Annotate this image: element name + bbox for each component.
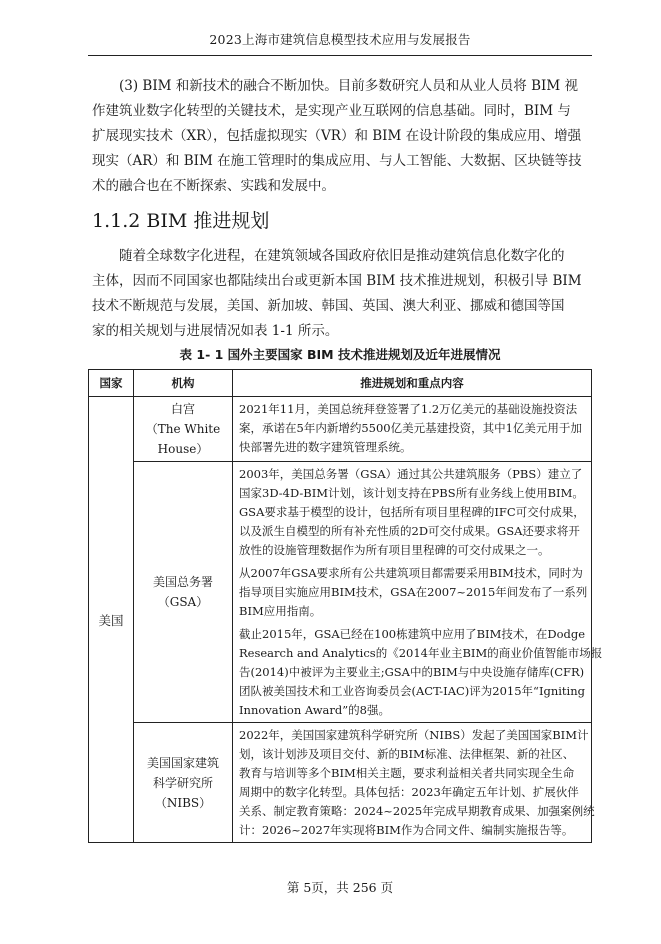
plan-line: 案，承诺在5年内新增约5500亿美元基建投资，其中1亿美元用于加 [239, 421, 582, 435]
running-header: 2023上海市建筑信息模型技术应用与发展报告 [209, 32, 471, 47]
organization-line: 科学研究所 [152, 775, 213, 790]
paragraph-line: 作建筑业数字化转型的关键技术，是实现产业互联网的信息基础。同时，BIM 与 [92, 103, 571, 119]
plan-line: 2022年，美国国家建筑科学研究所（NIBS）发起了美国国家BIM计 [239, 728, 589, 742]
plan-line: 快部署先进的数字建筑管理系统。 [239, 440, 412, 454]
plan-line: BIM应用指南。 [239, 604, 322, 618]
bim-plan-table [88, 369, 603, 843]
table-row [89, 397, 592, 462]
table-header-row [89, 370, 592, 397]
section-heading: 1.1.2 BIM 推进规划 [92, 210, 270, 232]
organization-cell [134, 723, 233, 843]
plan-paragraph [239, 465, 587, 560]
intro-paragraph [92, 74, 592, 199]
plan-details-cell [233, 397, 592, 462]
plan-line: 以及派生自模型的所有补充性质的2D可交付成果。GSA还要求将开 [239, 524, 580, 538]
organization-line: 白宫 [170, 402, 195, 416]
plan-paragraph [239, 400, 587, 457]
plan-paragraph [239, 726, 595, 840]
plan-line: 告(2014)中被评为主要业主;GSA中的BIM与中央设施存储库(CFR) [239, 665, 585, 679]
organization-cell [134, 462, 233, 723]
organization-line: （NIBS） [154, 795, 212, 810]
plan-line: 2021年11月，美国总统拜登签署了1.2万亿美元的基础设施投资法 [239, 402, 578, 416]
table-caption: 表 1- 1 国外主要国家 BIM 技术推进规划及近年进展情况 [179, 347, 501, 362]
plan-line: 教育与培训等多个BIM相关主题，要求利益相关者共同实现全生命 [239, 766, 575, 780]
paragraph-line: 随着全球数字化进程，在建筑领域各国政府依旧是推动建筑信息化数字化的 [119, 248, 565, 264]
plan-line: Innovation Award”的8强。 [239, 703, 390, 717]
plan-line: 关系、制定教育策略：2024~2025年完成早期教育成果、加强案例统 [239, 804, 595, 818]
table-row [89, 723, 592, 843]
paragraph-line: 家的相关规划与进展情况如表 1-1 所示。 [92, 323, 339, 339]
table-row [89, 462, 592, 723]
paragraph-line: 主体，因而不同国家也都陆续出台或更新本国 BIM 技术推进规划，积极引导 BIM [92, 273, 582, 289]
paragraph-line: 技术不断规范与发展，美国、新加坡、韩国、英国、澳大利亚、挪威和德国等国 [92, 298, 565, 314]
plan-line: 周期中的数字化转型。具体包括：2023年确定五年计划、扩展伙伴 [239, 785, 579, 799]
paragraph-line: 术的融合也在不断探索、实践和发展中。 [92, 178, 335, 194]
plan-line: 指导项目实施应用BIM技术，GSA在2007~2015年间发布了一系列 [239, 585, 588, 599]
section-paragraph [92, 244, 592, 344]
column-header-org: 机构 [134, 370, 233, 397]
column-header-country: 国家 [89, 370, 134, 397]
plan-line: 2003年，美国总务署（GSA）通过其公共建筑服务（PBS）建立了 [239, 467, 583, 481]
paragraph-line: 现实（AR）和 BIM 在施工管理时的集成应用、与人工智能、大数据、区块链等技 [92, 153, 582, 169]
plan-line: GSA要求基于模型的设计，包括所有项目里程碑的IFC可交付成果， [239, 505, 585, 519]
plan-line: 计：2026~2027年实现将BIM作为合同文件、编制实施报告等。 [239, 823, 574, 837]
header-rule [88, 55, 592, 56]
page-footer: 第 5页，共 256 页 [286, 880, 394, 895]
organization-line: 美国总务署 [152, 575, 213, 589]
column-header-plan: 推进规划和重点内容 [233, 370, 592, 397]
paragraph-line: 扩展现实技术（XR），包括虚拟现实（VR）和 BIM 在设计阶段的集成应用、增强 [92, 128, 582, 144]
plan-paragraph [239, 625, 603, 720]
plan-paragraph [239, 564, 587, 621]
organization-line: （GSA） [157, 595, 209, 609]
organization-line: 美国国家建筑 [146, 755, 219, 770]
plan-line: 放性的设施管理数据作为所有项目里程碑的可交付成果之一。 [239, 543, 550, 557]
plan-line: 从2007年GSA要求所有公共建筑项目都需要采用BIM技术，同时为 [239, 566, 583, 580]
plan-details-cell [233, 723, 595, 843]
plan-details-cell [233, 462, 603, 723]
organization-cell [134, 397, 233, 462]
country-cell: 美国 [89, 397, 134, 843]
plan-line: 截止2015年，GSA已经在100栋建筑中应用了BIM技术，在Dodge [239, 627, 586, 641]
plan-line: Research and Analytics的《2014年业主BIM的商业价值智能市场报 [239, 646, 603, 660]
paragraph-line: (3) BIM 和新技术的融合不断加快。目前多数研究人员和从业人员将 BIM 视 [119, 78, 578, 94]
table-body [89, 397, 603, 843]
plan-line: 国家3D-4D-BIM计划，该计划支持在PBS所有业务线上使用BIM。 [239, 486, 584, 500]
plan-line: 团队被美国技术和工业咨询委员会(ACT-IAC)评为2015年“Igniting [239, 684, 585, 698]
organization-line: House） [157, 442, 209, 456]
organization-line: （The White [145, 422, 221, 436]
plan-line: 划，该计划涉及项目交付、新的BIM标准、法律框架、新的社区、 [239, 747, 575, 761]
